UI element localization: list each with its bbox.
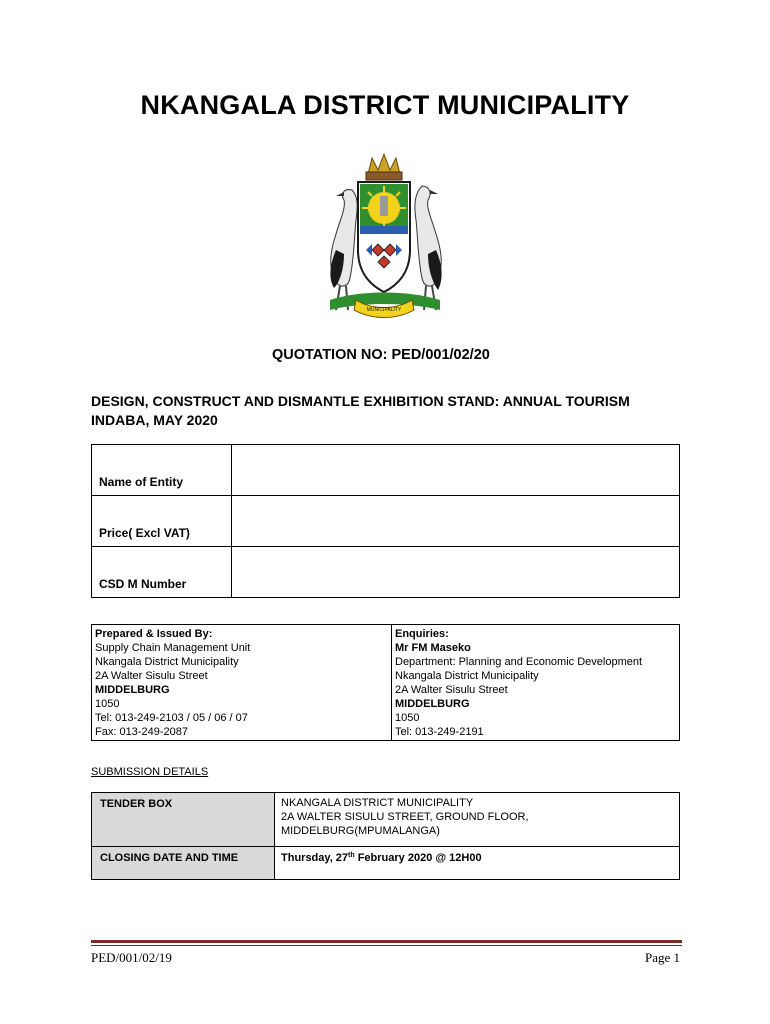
prepared-tel: Tel: 013-249-2103 / 05 / 06 / 07 — [95, 712, 248, 724]
prepared-line: Supply Chain Management Unit — [95, 642, 251, 654]
submission-heading: SUBMISSION DETAILS — [91, 766, 209, 778]
table-row — [92, 496, 680, 547]
closing-date-rest: February 2020 @ 12H00 — [354, 852, 482, 864]
document-title: NKANGALA DISTRICT MUNICIPALITY — [140, 90, 630, 120]
address-line: MIDDELBURG(MPUMALANGA) — [281, 825, 440, 837]
shield-icon — [358, 182, 410, 292]
entity-name-field[interactable] — [232, 445, 680, 496]
enquiries-line: 2A Walter Sisulu Street — [395, 684, 508, 696]
prepared-fax: Fax: 013-249-2087 — [95, 726, 188, 738]
tender-box-address — [275, 793, 680, 847]
tender-box-label: TENDER BOX — [92, 793, 275, 847]
enquiries-code: 1050 — [395, 712, 420, 724]
prepared-city: MIDDELBURG — [95, 684, 170, 696]
price-label: Price( Excl VAT) — [92, 496, 232, 547]
prepared-line: Nkangala District Municipality — [95, 656, 239, 668]
address-line: NKANGALA DISTRICT MUNICIPALITY — [281, 797, 474, 809]
enquiries-line: Nkangala District Municipality — [395, 670, 539, 682]
closing-date-label: CLOSING DATE AND TIME — [92, 847, 275, 880]
enquiries-tel: Tel: 013-249-2191 — [395, 726, 484, 738]
right-bird-icon — [415, 186, 442, 310]
motto-text: MUNICIPALITY — [366, 307, 402, 313]
page-number: Page 1 — [644, 950, 680, 965]
footer-rule — [91, 940, 682, 943]
table-row — [92, 445, 680, 496]
table-row — [92, 793, 680, 847]
prepared-line: 2A Walter Sisulu Street — [95, 670, 208, 682]
prepared-by-cell — [92, 625, 392, 741]
csd-number-label: CSD M Number — [92, 547, 232, 598]
closing-date-day: Thursday, 27 — [281, 852, 349, 864]
enquiries-name: Mr FM Maseko — [395, 642, 471, 654]
enquiries-heading: Enquiries: — [395, 628, 449, 640]
price-field[interactable] — [232, 496, 680, 547]
entity-name-label: Name of Entity — [92, 445, 232, 496]
closing-date-value — [275, 847, 680, 880]
table-row — [92, 847, 680, 880]
footer-rule-thin — [91, 945, 682, 946]
prepared-heading: Prepared & Issued By: — [95, 628, 213, 640]
footer-reference: PED/001/02/19 — [91, 950, 172, 965]
prepared-code: 1050 — [95, 698, 120, 710]
csd-number-field[interactable] — [232, 547, 680, 598]
address-line: 2A WALTER SISULU STREET, GROUND FLOOR, — [281, 811, 529, 823]
coat-of-arms-logo — [300, 150, 468, 335]
submission-table — [91, 792, 680, 880]
contacts-table — [91, 624, 680, 741]
project-title: DESIGN, CONSTRUCT AND DISMANTLE EXHIBITION STAND: ANNUAL TOURISM INDABA, MAY 2020 — [91, 393, 630, 428]
enquiries-city: MIDDELBURG — [395, 698, 470, 710]
crown-icon — [366, 154, 402, 180]
table-row — [92, 547, 680, 598]
enquiries-cell — [392, 625, 680, 741]
closing-date-suffix: th — [348, 852, 355, 859]
entity-details-table — [91, 444, 680, 598]
enquiries-line: Department: Planning and Economic Development — [395, 656, 643, 668]
quotation-number: QUOTATION NO: PED/001/02/20 — [272, 347, 490, 363]
left-bird-icon — [330, 190, 357, 310]
